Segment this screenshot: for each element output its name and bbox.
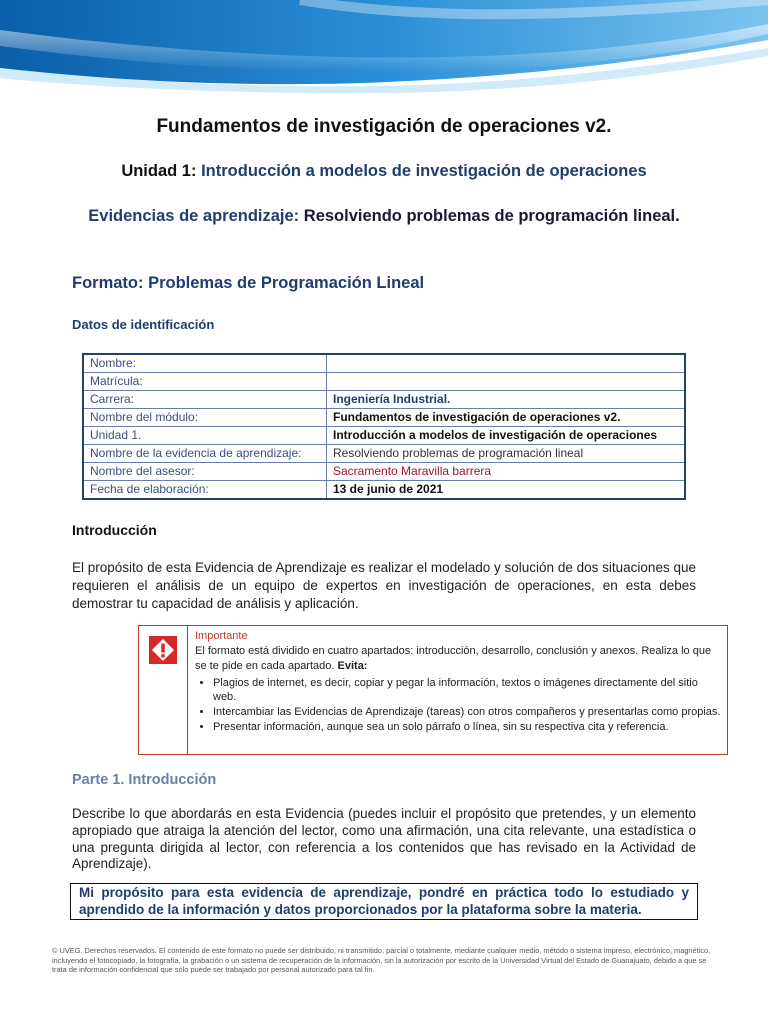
list-item: • Presentar información, aunque sea un solo párrafo o línea, sin su respectiva cita y referencia.	[213, 720, 723, 734]
warning-icon	[149, 636, 177, 664]
row-label: Nombre:	[83, 354, 327, 373]
row-label: Nombre de la evidencia de aprendizaje:	[83, 445, 327, 463]
banner-graphic	[0, 0, 768, 94]
table-row	[83, 427, 685, 445]
row-label: Matrícula:	[83, 373, 327, 391]
row-value-fecha: 13 de junio de 2021	[327, 481, 686, 500]
row-label: Nombre del módulo:	[83, 409, 327, 427]
identification-table	[82, 353, 686, 500]
row-value-asesor: Sacramento Maravilla barrera	[327, 463, 686, 481]
importante-body	[195, 629, 723, 735]
importante-title: Importante	[195, 630, 248, 642]
list-item: • Plagios de internet, es decir, copiar y pegar la información, textos o imágenes directamente del sitio web.	[213, 676, 723, 704]
row-label: Unidad 1.	[83, 427, 327, 445]
parte1-answer-box[interactable]: Mi propósito para esta evidencia de aprendizaje, pondré en práctica todo lo estudiado y aprendido de la información y datos proporcionados por la plataforma sobre la materia.	[70, 883, 698, 920]
evita-list	[195, 676, 723, 734]
parte1-heading: Parte 1. Introducción	[72, 772, 217, 788]
evita-label: Evita:	[337, 660, 368, 672]
header-banner	[0, 0, 768, 94]
list-item: • Intercambiar las Evidencias de Aprendizaje (tareas) con otros compañeros y presentarlas como propias.	[213, 705, 723, 719]
importante-box	[138, 625, 728, 755]
row-value-nombre[interactable]	[327, 354, 686, 373]
introduccion-heading: Introducción	[72, 522, 157, 538]
unidad-value: Introducción a modelos de investigación de operaciones	[201, 162, 647, 180]
table-row	[83, 445, 685, 463]
importante-icon-cell	[139, 626, 188, 754]
formato-title: Formato: Problemas de Programación Lineal	[72, 274, 425, 292]
unidad-label: Unidad 1:	[121, 162, 197, 180]
document-title: Fundamentos de investigación de operaciones v2.	[156, 116, 612, 137]
evidencias-heading	[80, 206, 688, 227]
table-row	[83, 481, 685, 500]
table-row	[83, 409, 685, 427]
copyright-footer: © UVEG. Derechos reservados. El contenido de este formato no puede ser distribuido, ni transmitido, parcial o totalmente, mediante cualquier medio, método o sistema impreso, electrónico, magnético, incluyendo el fotocopiado, la fotografía, la grabación o un sistema de recuperación de la información, sin la autorización por escrito de la Universidad Virtual del Estado de Guanajuato, debido a que se trata de información confidencial que sólo puede ser trabajado por personal autorizado para tal fin.	[52, 946, 711, 975]
row-value-modulo: Fundamentos de investigación de operaciones v2.	[327, 409, 686, 427]
table-row	[83, 463, 685, 481]
row-label: Nombre del asesor:	[83, 463, 327, 481]
evidencias-value: Resolviendo problemas de programación lineal.	[303, 207, 680, 225]
row-value-carrera: Ingeniería Industrial.	[327, 391, 686, 409]
table-row	[83, 391, 685, 409]
table-row	[83, 373, 685, 391]
row-label: Fecha de elaboración:	[83, 481, 327, 500]
introduccion-text: El propósito de esta Evidencia de Aprendizaje es realizar el modelado y solución de dos situaciones que requieren el análisis de un equipo de expertos en investigación de operaciones, en esta debes demostrar tu capacidad de análisis y aplicación.	[72, 560, 696, 611]
evidencias-label: Evidencias de aprendizaje:	[88, 207, 300, 225]
importante-description: El formato está dividido en cuatro apartados: introducción, desarrollo, conclusión y anexos. Realiza lo que se te pide en cada apartado.	[195, 645, 712, 672]
row-label: Carrera:	[83, 391, 327, 409]
parte1-text: Describe lo que abordarás en esta Evidencia (puedes incluir el propósito que pretendes, y un elemento apropiado que atraiga la atención del lector, como una afirmación, una cita relevante, una estadística o una pregunta dirigida al lector, con referencia a los contenidos que has revisado en la Actividad de Aprendizaje).	[72, 806, 696, 872]
row-value-matricula[interactable]	[327, 373, 686, 391]
importante-text	[195, 644, 723, 674]
row-value-unidad: Introducción a modelos de investigación de operaciones	[327, 427, 686, 445]
table-row	[83, 354, 685, 373]
datos-identificacion-title: Datos de identificación	[72, 317, 215, 332]
unidad-heading	[0, 162, 768, 181]
row-value-evidencia: Resolviendo problemas de programación lineal	[327, 445, 686, 463]
